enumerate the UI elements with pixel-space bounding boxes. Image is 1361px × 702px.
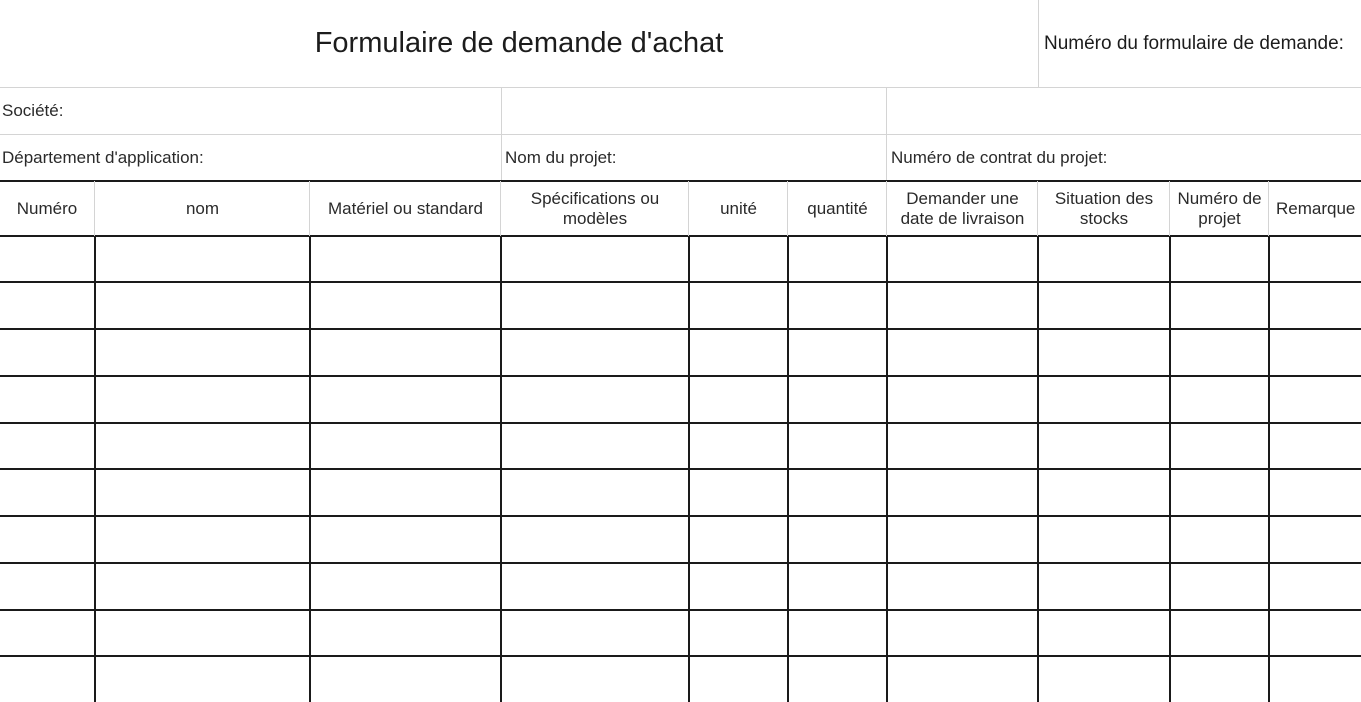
divider xyxy=(0,134,1361,135)
table-cell[interactable] xyxy=(96,611,309,655)
column-header-remark: Remarque xyxy=(1276,198,1356,218)
table-cell[interactable] xyxy=(789,517,886,562)
table-border xyxy=(688,181,689,236)
table-cell[interactable] xyxy=(0,470,94,515)
table-cell[interactable] xyxy=(1039,330,1169,375)
table-cell[interactable] xyxy=(502,470,688,515)
table-cell[interactable] xyxy=(502,564,688,609)
table-cell[interactable] xyxy=(888,377,1037,422)
table-border xyxy=(0,180,1361,182)
table-cell[interactable] xyxy=(96,517,309,562)
table-cell[interactable] xyxy=(789,657,886,702)
column-header-number: Numéro xyxy=(16,198,78,218)
column-header-project-number: Numéro de projet xyxy=(1177,188,1262,228)
table-cell[interactable] xyxy=(311,657,500,702)
table-cell[interactable] xyxy=(0,517,94,562)
table-cell[interactable] xyxy=(888,517,1037,562)
table-cell[interactable] xyxy=(690,424,787,468)
table-cell[interactable] xyxy=(502,330,688,375)
table-cell[interactable] xyxy=(1039,657,1169,702)
table-cell[interactable] xyxy=(888,424,1037,468)
column-header-specifications: Spécifications ou modèles xyxy=(530,188,660,228)
table-cell[interactable] xyxy=(96,657,309,702)
table-cell[interactable] xyxy=(0,424,94,468)
table-cell[interactable] xyxy=(1039,283,1169,328)
table-cell[interactable] xyxy=(888,330,1037,375)
table-cell[interactable] xyxy=(0,657,94,702)
table-cell[interactable] xyxy=(0,283,94,328)
table-cell[interactable] xyxy=(789,377,886,422)
table-cell[interactable] xyxy=(1270,377,1361,422)
table-cell[interactable] xyxy=(1039,564,1169,609)
table-cell[interactable] xyxy=(888,283,1037,328)
table-cell[interactable] xyxy=(1171,377,1268,422)
table-cell[interactable] xyxy=(1270,517,1361,562)
table-border xyxy=(1268,181,1269,236)
table-cell[interactable] xyxy=(690,283,787,328)
table-cell[interactable] xyxy=(690,377,787,422)
project-name-label: Nom du projet: xyxy=(505,147,617,167)
divider xyxy=(0,87,1361,88)
table-cell[interactable] xyxy=(96,377,309,422)
table-cell[interactable] xyxy=(1270,237,1361,281)
divider xyxy=(886,87,887,181)
table-cell[interactable] xyxy=(502,283,688,328)
department-label: Département d'application: xyxy=(2,147,204,167)
table-cell[interactable] xyxy=(690,657,787,702)
table-cell[interactable] xyxy=(888,611,1037,655)
table-border xyxy=(1037,181,1038,236)
table-cell[interactable] xyxy=(1039,470,1169,515)
table-cell[interactable] xyxy=(690,611,787,655)
table-cell[interactable] xyxy=(1039,377,1169,422)
table-border xyxy=(500,181,501,236)
table-cell[interactable] xyxy=(1270,657,1361,702)
table-cell[interactable] xyxy=(96,470,309,515)
table-cell[interactable] xyxy=(311,283,500,328)
table-border xyxy=(1169,181,1170,236)
table-cell[interactable] xyxy=(690,330,787,375)
column-header-delivery-date: Demander une date de livraison xyxy=(900,188,1025,228)
table-cell[interactable] xyxy=(311,564,500,609)
column-header-material: Matériel ou standard xyxy=(328,198,483,218)
table-cell[interactable] xyxy=(1171,517,1268,562)
divider xyxy=(501,87,502,181)
contract-number-label: Numéro de contrat du projet: xyxy=(891,147,1108,167)
table-cell[interactable] xyxy=(311,237,500,281)
table-cell[interactable] xyxy=(789,424,886,468)
table-cell[interactable] xyxy=(1171,424,1268,468)
table-border xyxy=(886,181,887,236)
table-cell[interactable] xyxy=(789,330,886,375)
table-cell[interactable] xyxy=(1039,611,1169,655)
table-cell[interactable] xyxy=(311,424,500,468)
table-cell[interactable] xyxy=(311,611,500,655)
column-header-quantity: quantité xyxy=(807,198,868,218)
table-cell[interactable] xyxy=(1171,470,1268,515)
company-extra-cell[interactable] xyxy=(887,88,1361,134)
table-cell[interactable] xyxy=(888,657,1037,702)
table-cell[interactable] xyxy=(1270,424,1361,468)
table-cell[interactable] xyxy=(690,470,787,515)
column-header-name: nom xyxy=(185,198,220,218)
table-cell[interactable] xyxy=(96,564,309,609)
table-cell[interactable] xyxy=(690,517,787,562)
table-cell[interactable] xyxy=(789,564,886,609)
form-title: Formulaire de demande d'achat xyxy=(314,27,724,59)
table-cell[interactable] xyxy=(1270,564,1361,609)
table-cell[interactable] xyxy=(690,237,787,281)
table-cell[interactable] xyxy=(0,564,94,609)
table-cell[interactable] xyxy=(96,330,309,375)
table-cell[interactable] xyxy=(888,237,1037,281)
table-cell[interactable] xyxy=(311,377,500,422)
table-cell[interactable] xyxy=(1270,330,1361,375)
table-cell[interactable] xyxy=(1270,611,1361,655)
table-cell[interactable] xyxy=(789,470,886,515)
table-cell[interactable] xyxy=(0,377,94,422)
table-cell[interactable] xyxy=(502,377,688,422)
table-cell[interactable] xyxy=(96,237,309,281)
table-cell[interactable] xyxy=(789,237,886,281)
table-cell[interactable] xyxy=(96,424,309,468)
table-cell[interactable] xyxy=(1171,283,1268,328)
table-cell[interactable] xyxy=(0,611,94,655)
table-cell[interactable] xyxy=(690,564,787,609)
table-cell[interactable] xyxy=(1270,470,1361,515)
company-label: Société: xyxy=(2,101,64,120)
form-number-label: Numéro du formulaire de demande: xyxy=(1044,32,1344,54)
table-cell[interactable] xyxy=(502,611,688,655)
table-cell[interactable] xyxy=(311,330,500,375)
table-border xyxy=(94,181,95,236)
table-cell[interactable] xyxy=(1171,237,1268,281)
table-cell[interactable] xyxy=(502,517,688,562)
table-cell[interactable] xyxy=(888,470,1037,515)
table-cell[interactable] xyxy=(789,611,886,655)
table-cell[interactable] xyxy=(502,657,688,702)
company-value-cell[interactable] xyxy=(501,88,886,134)
divider xyxy=(1038,0,1039,87)
table-cell[interactable] xyxy=(1171,564,1268,609)
table-cell[interactable] xyxy=(0,330,94,375)
table-cell[interactable] xyxy=(888,564,1037,609)
table-cell[interactable] xyxy=(789,283,886,328)
table-cell[interactable] xyxy=(96,283,309,328)
table-cell[interactable] xyxy=(1171,330,1268,375)
table-cell[interactable] xyxy=(1270,283,1361,328)
table-cell[interactable] xyxy=(502,237,688,281)
table-cell[interactable] xyxy=(1171,657,1268,702)
table-cell[interactable] xyxy=(1039,424,1169,468)
table-border xyxy=(787,181,788,236)
table-cell[interactable] xyxy=(502,424,688,468)
table-border xyxy=(309,181,310,236)
column-header-unit: unité xyxy=(720,198,757,218)
table-cell[interactable] xyxy=(311,517,500,562)
table-cell[interactable] xyxy=(311,470,500,515)
table-cell[interactable] xyxy=(1039,237,1169,281)
table-cell[interactable] xyxy=(1039,517,1169,562)
column-header-stock-status: Situation des stocks xyxy=(1054,188,1154,228)
table-cell[interactable] xyxy=(0,237,94,281)
table-cell[interactable] xyxy=(1171,611,1268,655)
